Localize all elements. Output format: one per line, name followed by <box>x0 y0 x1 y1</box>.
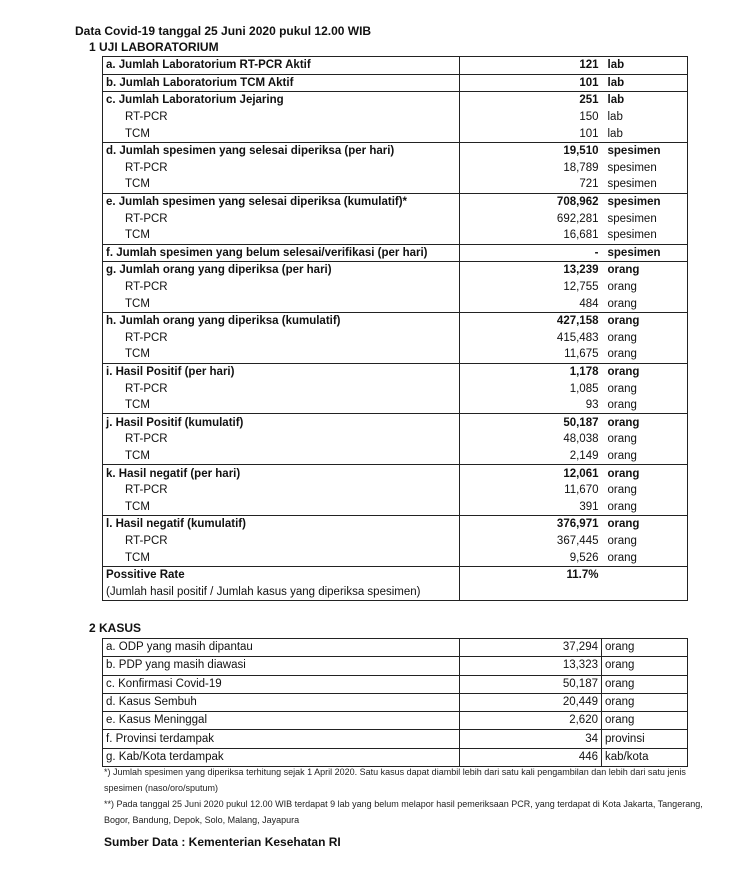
row-value: 50,187 <box>460 414 602 431</box>
row-value: 9,526 <box>460 549 602 566</box>
row-unit: lab <box>602 92 688 109</box>
row-value: 376,971 <box>460 516 602 533</box>
row-label: a. ODP yang masih dipantau <box>103 639 460 657</box>
row-value: 415,483 <box>460 330 602 347</box>
row-value: 101 <box>460 74 602 92</box>
row-label: Possitive Rate <box>103 566 460 583</box>
row-value: 11,670 <box>460 482 602 499</box>
lab-table-row <box>103 92 688 109</box>
row-unit: orang <box>602 279 688 296</box>
kasus-table <box>102 638 688 767</box>
row-value: 446 <box>460 748 602 766</box>
row-unit: orang <box>602 346 688 363</box>
row-value: 367,445 <box>460 533 602 550</box>
row-value: 427,158 <box>460 312 602 329</box>
row-unit: lab <box>602 74 688 92</box>
row-value: - <box>460 244 602 262</box>
row-label: c. Konfirmasi Covid-19 <box>103 675 460 693</box>
row-value: 13,239 <box>460 262 602 279</box>
row-value: 50,187 <box>460 675 602 693</box>
lab-table-row <box>103 448 688 465</box>
row-value: 93 <box>460 397 602 414</box>
row-label: b. Jumlah Laboratorium TCM Aktif <box>103 74 460 92</box>
row-value: 121 <box>460 57 602 75</box>
lab-table-row <box>103 380 688 397</box>
section-kasus-heading: 2 KASUS <box>89 621 142 635</box>
lab-table-body <box>103 57 688 601</box>
section-uji-laboratorium-heading: 1 UJI LABORATORIUM <box>89 40 219 54</box>
row-value: 251 <box>460 92 602 109</box>
row-unit: spesimen <box>602 210 688 227</box>
lab-table-row <box>103 346 688 363</box>
row-label: RT-PCR <box>103 482 460 499</box>
kasus-table-body <box>103 639 688 767</box>
lab-table-row <box>103 482 688 499</box>
row-value: 721 <box>460 176 602 193</box>
kasus-table-row <box>103 730 688 748</box>
lab-table-row <box>103 74 688 92</box>
row-label: c. Jumlah Laboratorium Jejaring <box>103 92 460 109</box>
lab-table-row <box>103 465 688 482</box>
row-label: d. Jumlah spesimen yang selesai diperiksa (per hari) <box>103 142 460 159</box>
lab-table-row <box>103 295 688 312</box>
row-label: TCM <box>103 397 460 414</box>
row-value: 11,675 <box>460 346 602 363</box>
row-unit: orang <box>602 482 688 499</box>
row-unit: lab <box>602 125 688 142</box>
row-unit: spesimen <box>602 227 688 244</box>
row-label: (Jumlah hasil positif / Jumlah kasus yang diperiksa spesimen) <box>103 583 460 600</box>
row-unit: orang <box>602 295 688 312</box>
row-label: TCM <box>103 295 460 312</box>
row-value: 101 <box>460 125 602 142</box>
row-unit: orang <box>602 712 688 730</box>
row-unit: orang <box>602 380 688 397</box>
footnote-2: **) Pada tanggal 25 Juni 2020 pukul 12.00 WIB terdapat 9 lab yang belum melapor hasil pemeriksaan PCR, yang terdapat di Kota Jakarta, Tangerang, Bogor, Bandung, Depok, Solo, Malang, Jayapura <box>104 799 703 825</box>
row-unit: spesimen <box>602 142 688 159</box>
row-value: 1,085 <box>460 380 602 397</box>
lab-table-row <box>103 414 688 431</box>
row-label: RT-PCR <box>103 330 460 347</box>
row-value: 20,449 <box>460 693 602 711</box>
row-unit: spesimen <box>602 193 688 210</box>
row-label: k. Hasil negatif (per hari) <box>103 465 460 482</box>
row-label: e. Jumlah spesimen yang selesai diperiksa (kumulatif)* <box>103 193 460 210</box>
lab-table-row <box>103 210 688 227</box>
row-label: g. Jumlah orang yang diperiksa (per hari) <box>103 262 460 279</box>
row-label: a. Jumlah Laboratorium RT-PCR Aktif <box>103 57 460 75</box>
row-unit <box>602 566 688 583</box>
row-label: b. PDP yang masih diawasi <box>103 657 460 675</box>
lab-table-row <box>103 498 688 515</box>
row-unit: orang <box>602 262 688 279</box>
row-label: f. Provinsi terdampak <box>103 730 460 748</box>
row-value <box>460 583 602 600</box>
row-unit: orang <box>602 465 688 482</box>
row-unit: orang <box>602 363 688 380</box>
row-value: 1,178 <box>460 363 602 380</box>
row-value: 19,510 <box>460 142 602 159</box>
row-unit: orang <box>602 414 688 431</box>
row-label: RT-PCR <box>103 533 460 550</box>
row-label: d. Kasus Sembuh <box>103 693 460 711</box>
row-value: 2,149 <box>460 448 602 465</box>
row-value: 391 <box>460 498 602 515</box>
lab-table-row <box>103 160 688 177</box>
row-value: 48,038 <box>460 431 602 448</box>
kasus-table-row <box>103 693 688 711</box>
row-unit <box>602 583 688 600</box>
row-value: 34 <box>460 730 602 748</box>
row-label: TCM <box>103 125 460 142</box>
row-value: 18,789 <box>460 160 602 177</box>
row-value: 13,323 <box>460 657 602 675</box>
row-unit: orang <box>602 675 688 693</box>
lab-table-row <box>103 431 688 448</box>
row-label: TCM <box>103 549 460 566</box>
lab-table-row <box>103 533 688 550</box>
row-unit: spesimen <box>602 244 688 262</box>
lab-table-row <box>103 109 688 126</box>
page-title: Data Covid-19 tanggal 25 Juni 2020 pukul 12.00 WIB <box>75 24 372 38</box>
row-unit: orang <box>602 549 688 566</box>
row-unit: orang <box>602 498 688 515</box>
row-unit: lab <box>602 57 688 75</box>
row-label: TCM <box>103 346 460 363</box>
row-unit: orang <box>602 639 688 657</box>
row-label: TCM <box>103 448 460 465</box>
lab-table-row <box>103 176 688 193</box>
row-unit: orang <box>602 330 688 347</box>
row-label: RT-PCR <box>103 279 460 296</box>
row-label: RT-PCR <box>103 160 460 177</box>
row-unit: orang <box>602 312 688 329</box>
row-unit: orang <box>602 397 688 414</box>
footnote-1: *) Jumlah spesimen yang diperiksa terhitung sejak 1 April 2020. Satu kasus dapat diambil lebih dari satu kali pengambilan dan lebih dari satu jenis spesimen (naso/oro/sputum) <box>104 767 686 793</box>
lab-table <box>102 56 688 601</box>
row-label: j. Hasil Positif (kumulatif) <box>103 414 460 431</box>
lab-table-row <box>103 279 688 296</box>
lab-table-row <box>103 227 688 244</box>
row-label: RT-PCR <box>103 431 460 448</box>
data-source: Sumber Data : Kementerian Kesehatan RI <box>104 835 341 849</box>
row-unit: orang <box>602 516 688 533</box>
row-unit: orang <box>602 448 688 465</box>
row-unit: orang <box>602 431 688 448</box>
row-label: TCM <box>103 498 460 515</box>
row-label: RT-PCR <box>103 380 460 397</box>
kasus-table-row <box>103 712 688 730</box>
row-label: f. Jumlah spesimen yang belum selesai/verifikasi (per hari) <box>103 244 460 262</box>
row-unit: orang <box>602 693 688 711</box>
row-value: 2,620 <box>460 712 602 730</box>
row-unit: orang <box>602 657 688 675</box>
lab-table-row <box>103 244 688 262</box>
lab-table-row <box>103 193 688 210</box>
lab-table-row <box>103 549 688 566</box>
row-value: 37,294 <box>460 639 602 657</box>
row-unit: spesimen <box>602 176 688 193</box>
row-unit: spesimen <box>602 160 688 177</box>
row-label: e. Kasus Meninggal <box>103 712 460 730</box>
kasus-table-row <box>103 657 688 675</box>
row-label: RT-PCR <box>103 109 460 126</box>
lab-table-row <box>103 57 688 75</box>
row-value: 12,061 <box>460 465 602 482</box>
kasus-table-row <box>103 639 688 657</box>
row-value: 12,755 <box>460 279 602 296</box>
row-unit: kab/kota <box>602 748 688 766</box>
lab-table-row <box>103 330 688 347</box>
row-value: 692,281 <box>460 210 602 227</box>
row-value: 11.7% <box>460 566 602 583</box>
row-unit: lab <box>602 109 688 126</box>
lab-table-row <box>103 312 688 329</box>
row-label: RT-PCR <box>103 210 460 227</box>
lab-table-row <box>103 142 688 159</box>
row-value: 150 <box>460 109 602 126</box>
row-label: TCM <box>103 176 460 193</box>
lab-table-row <box>103 125 688 142</box>
row-label: l. Hasil negatif (kumulatif) <box>103 516 460 533</box>
row-label: g. Kab/Kota terdampak <box>103 748 460 766</box>
row-value: 484 <box>460 295 602 312</box>
row-label: TCM <box>103 227 460 244</box>
row-unit: provinsi <box>602 730 688 748</box>
lab-table-row <box>103 516 688 533</box>
lab-table-row <box>103 566 688 583</box>
lab-table-row <box>103 262 688 279</box>
row-value: 708,962 <box>460 193 602 210</box>
lab-table-row <box>103 363 688 380</box>
row-label: i. Hasil Positif (per hari) <box>103 363 460 380</box>
lab-table-row <box>103 397 688 414</box>
lab-table-row <box>103 583 688 600</box>
row-unit: orang <box>602 533 688 550</box>
row-label: h. Jumlah orang yang diperiksa (kumulatif) <box>103 312 460 329</box>
row-value: 16,681 <box>460 227 602 244</box>
kasus-table-row <box>103 675 688 693</box>
